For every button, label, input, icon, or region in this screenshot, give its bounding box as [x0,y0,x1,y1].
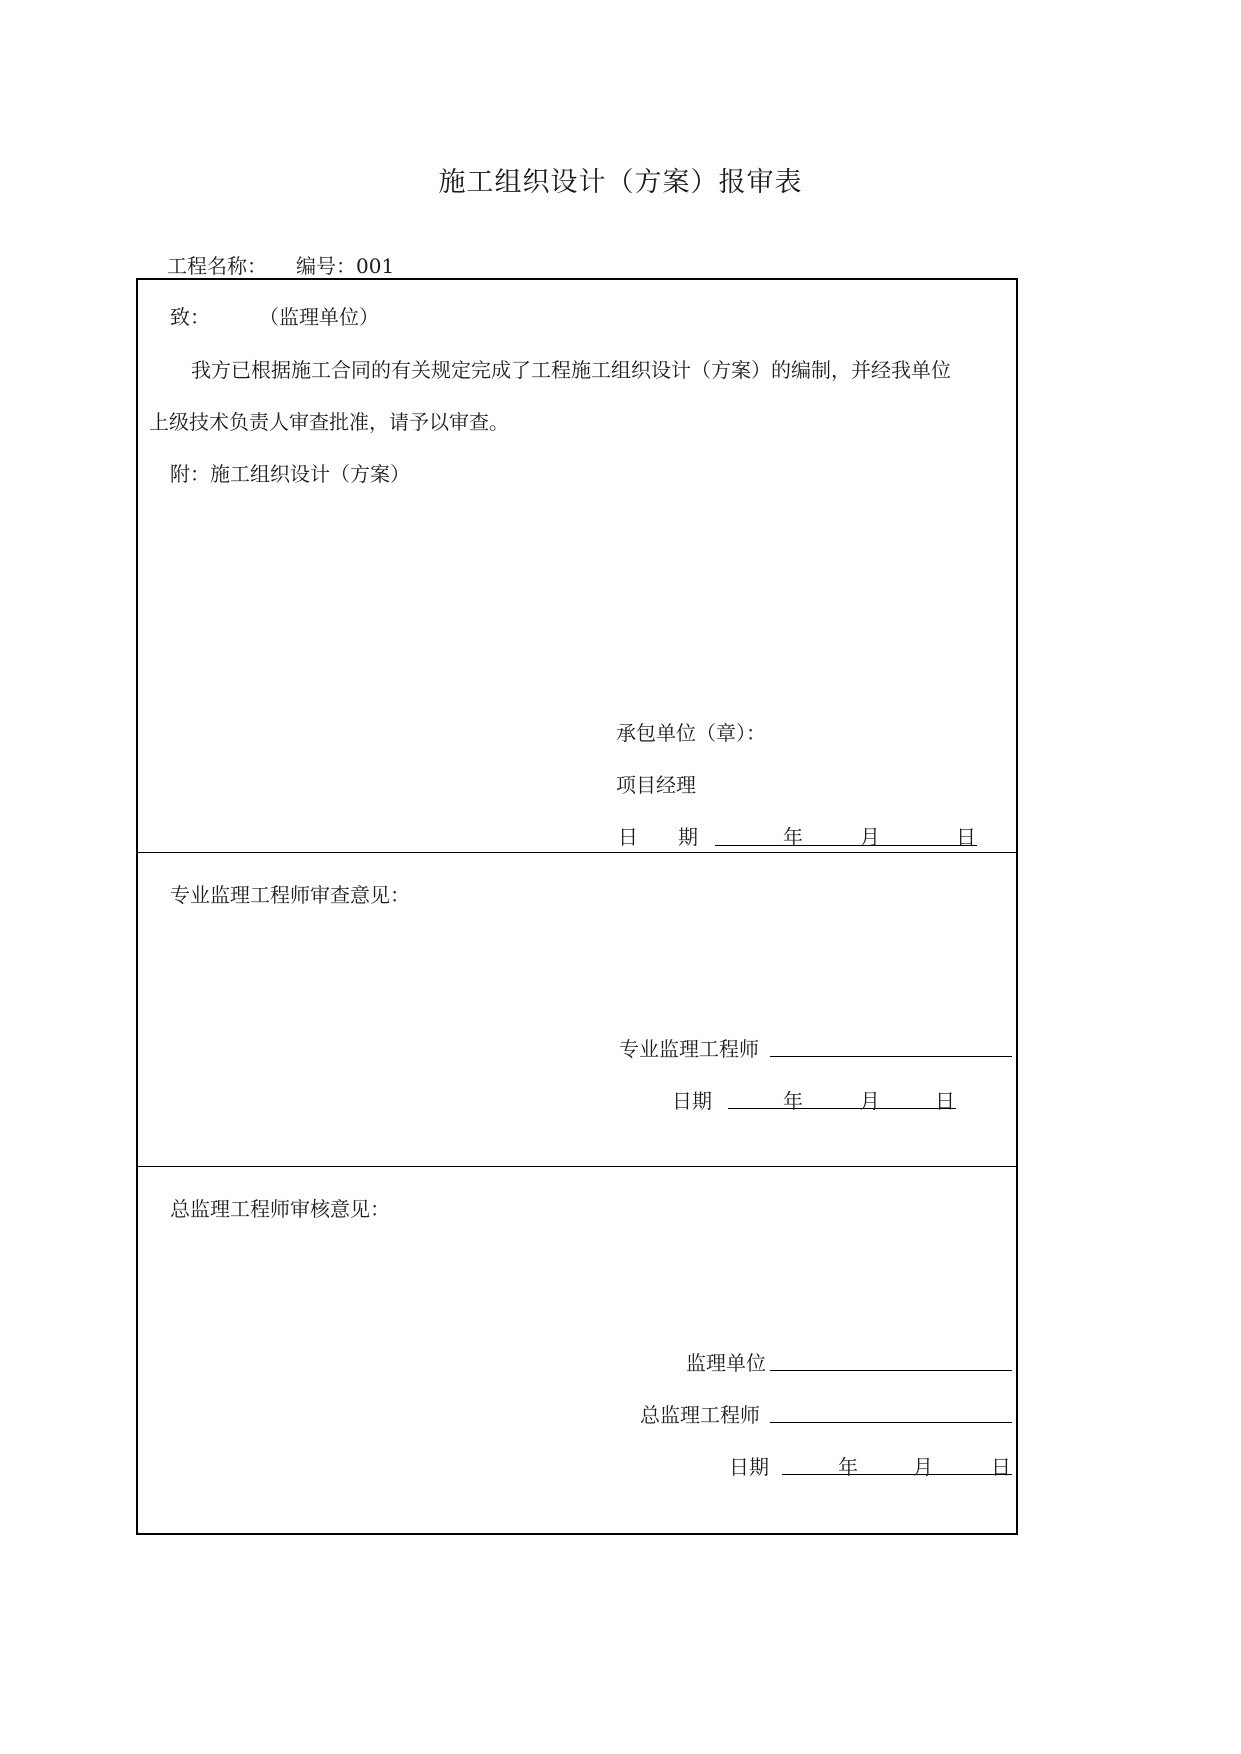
submission-date-line [715,845,977,846]
chief-date-line [782,1474,1012,1475]
project-name-label: 工程名称： [167,254,267,278]
supervision-unit-label: 监理单位 [686,1351,766,1375]
submission-month: 月 [860,825,880,849]
to-target: （监理单位） [259,305,379,329]
chief-engineer-label: 总监理工程师 [640,1403,760,1427]
body-line-1: 我方已根据施工合同的有关规定完成了工程施工组织设计（方案）的编制，并经我单位 [191,358,951,382]
project-manager-label: 项目经理 [616,773,696,797]
supervision-unit-line [770,1370,1012,1371]
serial-number: 编号：001 [296,254,395,278]
specialist-engineer-signature-line [770,1056,1012,1057]
specialist-review-heading: 专业监理工程师审查意见： [170,883,410,907]
chief-day: 日 [991,1455,1011,1479]
section-divider-1 [136,852,1018,853]
specialist-engineer-label: 专业监理工程师 [619,1037,759,1061]
submission-date-label: 日 期 [618,825,698,849]
page-title: 施工组织设计（方案）报审表 [438,167,803,198]
specialist-day: 日 [935,1089,955,1113]
to-label: 致： [170,305,210,329]
chief-review-heading: 总监理工程师审核意见： [170,1197,390,1221]
specialist-date-label: 日期 [672,1089,712,1113]
chief-month: 月 [913,1455,933,1479]
chief-date-label: 日期 [729,1455,769,1479]
specialist-date-line [728,1108,956,1109]
specialist-month: 月 [860,1089,880,1113]
submission-day: 日 [956,825,976,849]
specialist-year: 年 [783,1089,803,1113]
submission-year: 年 [783,825,803,849]
chief-engineer-signature-line [770,1422,1012,1423]
section-divider-2 [136,1166,1018,1167]
contractor-seal-label: 承包单位（章）： [616,721,766,745]
chief-year: 年 [838,1455,858,1479]
attachment-label: 附：施工组织设计（方案） [170,462,410,486]
body-line-2: 上级技术负责人审查批准，请予以审查。 [149,410,509,434]
